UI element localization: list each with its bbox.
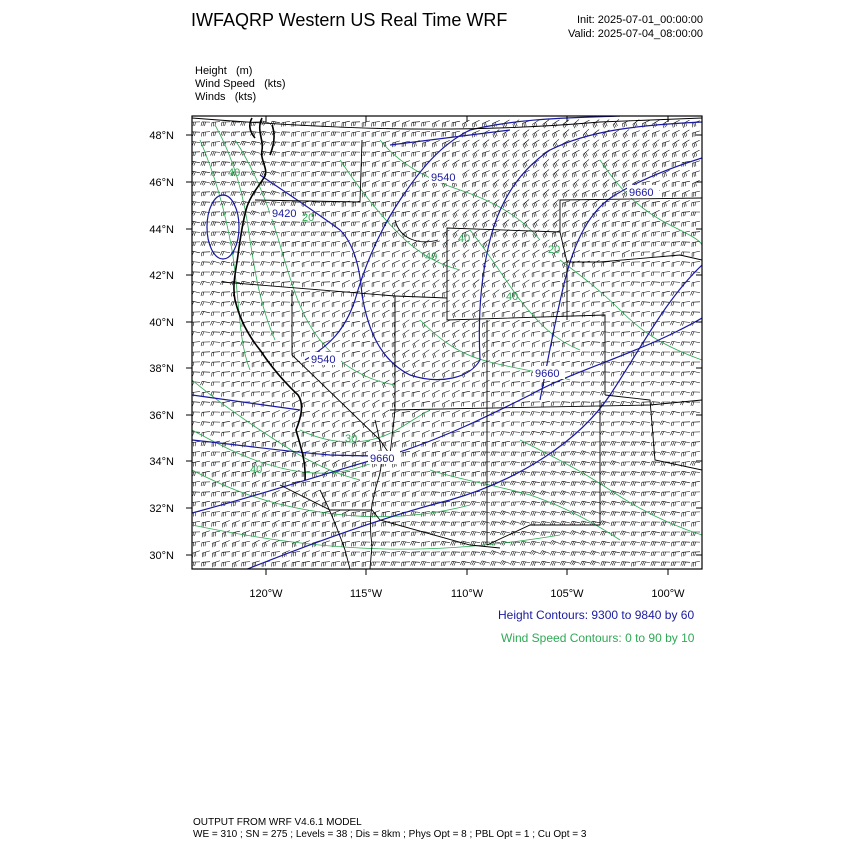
lon-label: 110°W bbox=[450, 588, 484, 600]
wind-label: 20 bbox=[548, 244, 561, 256]
height-label: 9660 bbox=[629, 187, 654, 199]
lon-label: 120°W bbox=[249, 588, 283, 600]
height-contour-legend: Height Contours: 9300 to 9840 by 60 bbox=[498, 608, 695, 622]
lat-label: 36°N bbox=[149, 410, 174, 422]
wind-label: 40 bbox=[425, 251, 438, 263]
wind-label: 40 bbox=[228, 167, 241, 179]
lat-label: 30°N bbox=[149, 550, 174, 562]
lat-labels bbox=[149, 130, 174, 562]
wind-label: 20 bbox=[302, 212, 315, 224]
height-label: 9540 bbox=[311, 354, 336, 366]
lat-label: 46°N bbox=[149, 177, 174, 189]
lat-label: 34°N bbox=[149, 456, 174, 468]
lat-label: 32°N bbox=[149, 503, 174, 515]
field-height-name: Height bbox=[195, 65, 227, 77]
wind-label: 40 bbox=[250, 464, 263, 476]
lon-labels bbox=[249, 588, 685, 600]
field-wind-speed-name: Wind Speed bbox=[195, 78, 255, 90]
lon-label: 105°W bbox=[550, 588, 584, 600]
wind-label: 40 bbox=[458, 233, 471, 245]
model-info-line2: WE = 310 ; SN = 275 ; Levels = 38 ; Dis = 8km ; Phys Opt = 8 ; PBL Opt = 1 ; Cu Opt = 3 bbox=[193, 829, 587, 840]
field-winds-name: Winds bbox=[195, 91, 226, 103]
init-time: Init: 2025-07-01_00:00:00 bbox=[577, 14, 703, 26]
height-label: 9660 bbox=[370, 453, 395, 465]
field-height-units: (m) bbox=[235, 65, 253, 77]
valid-time: Valid: 2025-07-04_08:00:00 bbox=[568, 28, 703, 40]
lon-label: 115°W bbox=[349, 588, 383, 600]
field-winds-units: (kts) bbox=[234, 91, 257, 103]
lat-label: 42°N bbox=[149, 270, 174, 282]
height-label: 9540 bbox=[431, 172, 456, 184]
height-label: 9660 bbox=[535, 368, 560, 380]
wind-contour-legend: Wind Speed Contours: 0 to 90 by 10 bbox=[501, 631, 695, 645]
model-info-line1: OUTPUT FROM WRF V4.6.1 MODEL bbox=[193, 817, 362, 828]
wind-label: 30 bbox=[345, 433, 358, 445]
lat-label: 38°N bbox=[149, 363, 174, 375]
height-label: 9420 bbox=[272, 208, 297, 220]
lat-label: 44°N bbox=[149, 224, 174, 236]
lon-label: 100°W bbox=[651, 588, 685, 600]
lat-label: 40°N bbox=[149, 317, 174, 329]
map-title: IWFAQRP Western US Real Time WRF bbox=[191, 10, 508, 30]
wind-label: 40 bbox=[506, 291, 519, 303]
field-wind-speed-units: (kts) bbox=[264, 78, 286, 90]
lat-label: 48°N bbox=[149, 130, 174, 142]
